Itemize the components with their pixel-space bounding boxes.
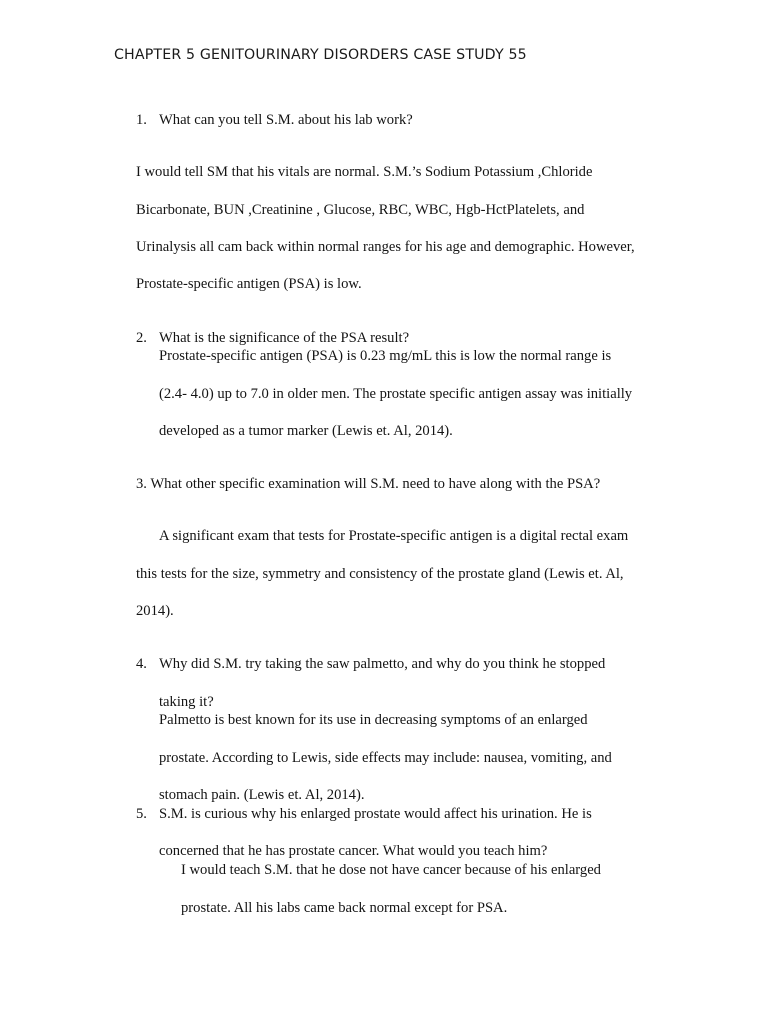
q1-answer-line-4: Prostate-specific antigen (PSA) is low.: [136, 276, 362, 292]
q1-answer-line-2: Bicarbonate, BUN ,Creatinine , Glucose, RBC, WBC, Hgb-HctPlatelets, and: [136, 202, 585, 218]
q4-answer-line-3: stomach pain. (Lewis et. Al, 2014).: [159, 787, 365, 803]
q2-question: What is the significance of the PSA result?: [159, 330, 410, 346]
q1-question: What can you tell S.M. about his lab work?: [159, 112, 413, 128]
q5-number: 5.: [136, 806, 147, 822]
q3-question: 3. What other specific examination will S.M. need to have along with the PSA?: [136, 476, 601, 492]
q1-number: 1.: [136, 112, 147, 128]
q5-answer-line-2: prostate. All his labs came back normal except for PSA.: [181, 900, 508, 916]
q4-question-line-1: Why did S.M. try taking the saw palmetto, and why do you think he stopped: [159, 656, 606, 672]
q4-number: 4.: [136, 656, 147, 672]
q5-answer-line-1: I would teach S.M. that he dose not have cancer because of his enlarged: [181, 862, 601, 878]
q4-answer-line-2: prostate. According to Lewis, side effects may include: nausea, vomiting, and: [159, 750, 612, 766]
q2-number: 2.: [136, 330, 147, 346]
q3-answer-line-3: 2014).: [136, 603, 174, 619]
q2-answer-line-1: Prostate-specific antigen (PSA) is 0.23 mg/mL this is low the normal range is: [159, 348, 612, 364]
q4-answer-line-1: Palmetto is best known for its use in decreasing symptoms of an enlarged: [159, 712, 588, 728]
page-header: CHAPTER 5 GENITOURINARY DISORDERS CASE STUDY 55: [114, 47, 527, 63]
q5-question-line-2: concerned that he has prostate cancer. What would you teach him?: [159, 843, 548, 859]
q2-answer-line-2: (2.4- 4.0) up to 7.0 in older men. The prostate specific antigen assay was initially: [159, 386, 633, 402]
q1-answer-line-3: Urinalysis all cam back within normal ranges for his age and demographic. However,: [136, 239, 635, 255]
q1-answer-line-1: I would tell SM that his vitals are normal. S.M.’s Sodium Potassium ,Chloride: [136, 164, 593, 180]
q3-answer-line-2: this tests for the size, symmetry and consistency of the prostate gland (Lewis et. Al,: [136, 566, 624, 582]
q4-question-line-2: taking it?: [159, 694, 214, 710]
q5-question-line-1: S.M. is curious why his enlarged prostate would affect his urination. He is: [159, 806, 592, 822]
q2-answer-line-3: developed as a tumor marker (Lewis et. Al, 2014).: [159, 423, 453, 439]
q3-answer-line-1: A significant exam that tests for Prostate-specific antigen is a digital rectal exam: [159, 528, 629, 544]
